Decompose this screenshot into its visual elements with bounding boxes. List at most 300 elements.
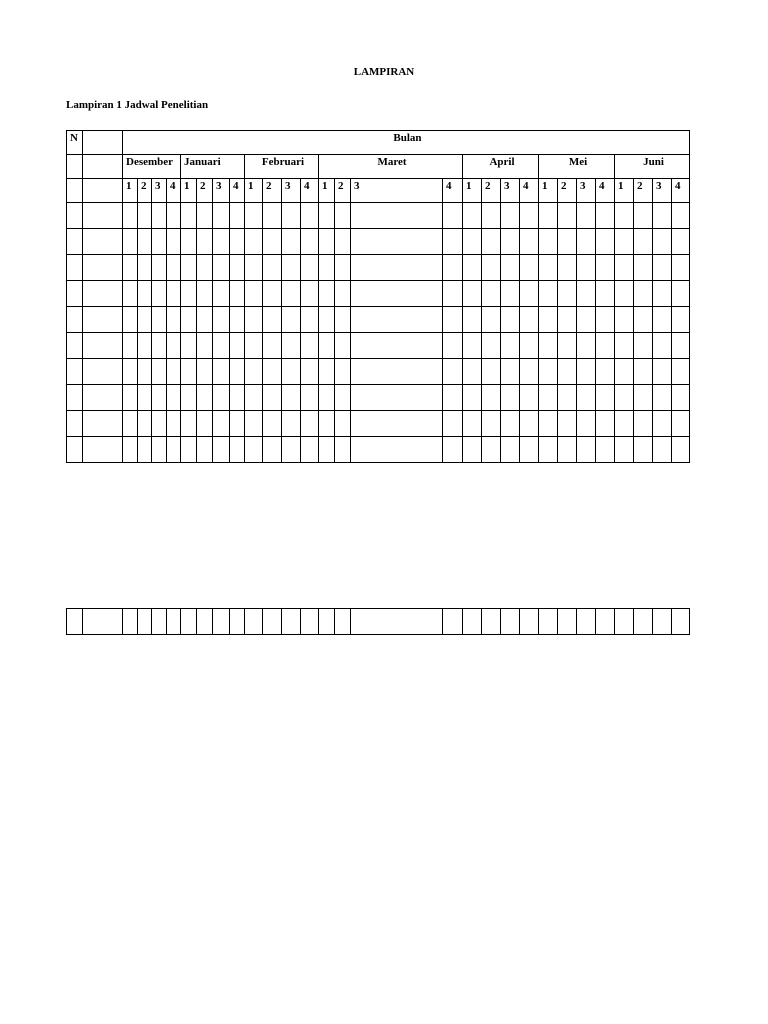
week-cell	[634, 437, 653, 463]
week-cell	[301, 255, 319, 281]
week-cell	[577, 609, 596, 635]
week-cell	[653, 385, 672, 411]
week-cell	[319, 307, 335, 333]
week-cell	[167, 333, 181, 359]
month-header-april: April	[463, 155, 539, 179]
header-row-bulan	[67, 131, 690, 155]
week-cell	[123, 203, 138, 229]
week-cell	[319, 359, 335, 385]
week-cell	[539, 281, 558, 307]
week-cell	[181, 203, 197, 229]
week-cell	[596, 203, 615, 229]
week-cell	[335, 229, 351, 255]
week-cell	[653, 203, 672, 229]
no-cell	[67, 385, 83, 411]
schedule-table	[66, 130, 690, 463]
week-cell	[138, 281, 152, 307]
week-cell	[615, 437, 634, 463]
week-cell	[615, 385, 634, 411]
week-cell	[558, 437, 577, 463]
week-cell	[230, 281, 245, 307]
week-cell	[520, 437, 539, 463]
no-cell	[67, 203, 83, 229]
week-cell	[443, 307, 463, 333]
week-cell: 3	[501, 179, 520, 203]
week-cell	[181, 437, 197, 463]
week-cell	[301, 359, 319, 385]
week-cell	[138, 411, 152, 437]
no-cell	[67, 359, 83, 385]
week-cell	[634, 609, 653, 635]
schedule-table-continuation	[66, 608, 690, 635]
week-cell	[482, 333, 501, 359]
week-cell	[558, 359, 577, 385]
week-cell	[335, 385, 351, 411]
table-row	[67, 437, 690, 463]
week-cell	[351, 437, 443, 463]
table-row	[67, 333, 690, 359]
week-cell	[301, 203, 319, 229]
week-cell	[167, 203, 181, 229]
week-cell	[463, 281, 482, 307]
week-cell	[282, 359, 301, 385]
table-caption: Lampiran 1 Jadwal Penelitian	[66, 99, 209, 111]
week-cell	[230, 307, 245, 333]
table-row	[67, 281, 690, 307]
week-cell	[282, 333, 301, 359]
week-cell	[482, 307, 501, 333]
week-cell	[520, 359, 539, 385]
week-cell	[152, 255, 167, 281]
week-cell	[653, 359, 672, 385]
week-cell	[213, 333, 230, 359]
activity-cell	[83, 609, 123, 635]
week-cell	[501, 333, 520, 359]
week-cell	[138, 307, 152, 333]
week-cell	[152, 229, 167, 255]
no-header-cell: N	[67, 131, 83, 155]
week-cell	[301, 385, 319, 411]
week-cell	[167, 411, 181, 437]
week-cell	[282, 281, 301, 307]
activity-cell	[83, 359, 123, 385]
week-cell	[615, 203, 634, 229]
week-cell: 1	[319, 179, 335, 203]
week-cell	[672, 255, 690, 281]
week-cell	[335, 255, 351, 281]
week-cell: 3	[282, 179, 301, 203]
no-cell	[67, 411, 83, 437]
month-header-mei: Mei	[539, 155, 615, 179]
week-cell	[653, 307, 672, 333]
week-cell	[558, 609, 577, 635]
activity-cell	[83, 385, 123, 411]
week-cell: 4	[301, 179, 319, 203]
week-cell	[263, 609, 282, 635]
activity-cell	[83, 229, 123, 255]
week-cell	[596, 609, 615, 635]
week-cell	[213, 255, 230, 281]
week-cell	[482, 385, 501, 411]
week-cell	[672, 437, 690, 463]
week-cell	[167, 307, 181, 333]
week-cell	[577, 255, 596, 281]
week-cell	[558, 281, 577, 307]
week-cell	[213, 609, 230, 635]
week-cell	[335, 203, 351, 229]
week-cell	[653, 255, 672, 281]
week-cell	[181, 359, 197, 385]
week-cell	[520, 385, 539, 411]
week-cell	[501, 281, 520, 307]
week-cell	[138, 255, 152, 281]
week-cell	[558, 229, 577, 255]
week-cell	[152, 307, 167, 333]
week-cell: 2	[634, 179, 653, 203]
week-cell	[672, 307, 690, 333]
week-cell	[138, 333, 152, 359]
week-cell	[672, 411, 690, 437]
week-cell	[520, 609, 539, 635]
week-cell	[181, 333, 197, 359]
week-cell	[482, 609, 501, 635]
activity-cell	[83, 411, 123, 437]
week-cell	[301, 307, 319, 333]
week-cell	[482, 255, 501, 281]
week-cell	[634, 255, 653, 281]
table-row	[67, 229, 690, 255]
week-cell	[634, 333, 653, 359]
week-cell	[335, 307, 351, 333]
month-header-januari: Januari	[181, 155, 245, 179]
week-cell	[245, 229, 263, 255]
week-cell	[482, 203, 501, 229]
week-cell	[520, 229, 539, 255]
week-cell	[263, 333, 282, 359]
week-cell	[152, 203, 167, 229]
week-cell	[197, 281, 213, 307]
week-cell	[197, 411, 213, 437]
week-cell	[213, 411, 230, 437]
week-cell: 2	[335, 179, 351, 203]
week-cell: 4	[167, 179, 181, 203]
week-cell	[213, 229, 230, 255]
week-cell	[213, 359, 230, 385]
week-cell	[577, 307, 596, 333]
week-cell	[577, 385, 596, 411]
no-cell	[67, 229, 83, 255]
week-cell	[263, 307, 282, 333]
week-cell	[152, 359, 167, 385]
week-cell	[335, 359, 351, 385]
week-cell	[351, 359, 443, 385]
week-cell	[634, 359, 653, 385]
week-cell	[230, 385, 245, 411]
week-cell: 2	[558, 179, 577, 203]
week-cell	[539, 411, 558, 437]
week-cell	[282, 203, 301, 229]
week-cell	[181, 229, 197, 255]
week-cell	[539, 437, 558, 463]
week-cell	[577, 359, 596, 385]
week-cell	[634, 229, 653, 255]
week-cell: 2	[482, 179, 501, 203]
week-cell	[501, 411, 520, 437]
week-cell	[577, 437, 596, 463]
week-cell	[263, 281, 282, 307]
week-cell: 4	[520, 179, 539, 203]
week-cell	[482, 359, 501, 385]
week-cell	[301, 609, 319, 635]
week-cell	[319, 229, 335, 255]
week-cell	[263, 229, 282, 255]
week-cell	[443, 229, 463, 255]
week-cell	[123, 307, 138, 333]
week-cell: 3	[213, 179, 230, 203]
week-cell	[245, 203, 263, 229]
week-cell	[319, 203, 335, 229]
week-cell	[123, 411, 138, 437]
week-cell	[152, 385, 167, 411]
week-cell	[351, 385, 443, 411]
week-cell	[230, 609, 245, 635]
week-cell	[596, 333, 615, 359]
week-cell	[482, 281, 501, 307]
week-cell	[351, 203, 443, 229]
table-row	[67, 609, 690, 635]
no-cell	[67, 609, 83, 635]
no-cell	[67, 437, 83, 463]
activity-cell	[83, 437, 123, 463]
week-cell	[138, 203, 152, 229]
week-cell: 4	[596, 179, 615, 203]
header-row-months	[67, 155, 690, 179]
week-cell	[167, 609, 181, 635]
week-cell: 2	[263, 179, 282, 203]
week-cell: 1	[181, 179, 197, 203]
week-cell	[181, 281, 197, 307]
week-cell	[672, 229, 690, 255]
week-cell	[282, 255, 301, 281]
week-cell	[672, 609, 690, 635]
week-cell	[463, 609, 482, 635]
week-cell	[539, 255, 558, 281]
week-cell	[672, 203, 690, 229]
week-cell	[653, 333, 672, 359]
week-cell	[443, 203, 463, 229]
week-cell	[443, 437, 463, 463]
week-cell	[197, 307, 213, 333]
week-cell	[230, 411, 245, 437]
week-cell: 1	[615, 179, 634, 203]
no-cell	[67, 179, 83, 203]
week-cell	[501, 203, 520, 229]
week-cell	[672, 385, 690, 411]
week-cell	[520, 203, 539, 229]
week-cell	[167, 437, 181, 463]
week-cell	[482, 437, 501, 463]
week-cell	[539, 333, 558, 359]
week-cell: 1	[539, 179, 558, 203]
week-cell	[245, 307, 263, 333]
week-cell	[596, 255, 615, 281]
week-cell	[263, 255, 282, 281]
week-cell	[501, 229, 520, 255]
activity-cell	[83, 333, 123, 359]
week-cell	[152, 411, 167, 437]
week-cell	[634, 307, 653, 333]
week-cell	[443, 359, 463, 385]
week-cell	[138, 437, 152, 463]
week-cell	[615, 307, 634, 333]
week-cell	[152, 281, 167, 307]
week-cell	[463, 307, 482, 333]
week-cell	[351, 307, 443, 333]
week-cell	[319, 281, 335, 307]
week-cell	[520, 411, 539, 437]
week-cell	[558, 385, 577, 411]
week-cell	[539, 385, 558, 411]
week-cell	[167, 281, 181, 307]
table-row	[67, 255, 690, 281]
week-cell: 4	[672, 179, 690, 203]
week-cell: 1	[463, 179, 482, 203]
week-cell	[167, 359, 181, 385]
week-cell	[230, 255, 245, 281]
table-row	[67, 385, 690, 411]
month-header-maret: Maret	[319, 155, 463, 179]
week-cell	[653, 609, 672, 635]
week-cell	[335, 411, 351, 437]
week-cell	[245, 281, 263, 307]
week-cell	[123, 229, 138, 255]
week-cell: 3	[653, 179, 672, 203]
activity-cell	[83, 255, 123, 281]
week-cell	[197, 333, 213, 359]
week-cell: 3	[577, 179, 596, 203]
week-cell: 1	[123, 179, 138, 203]
week-cell	[520, 333, 539, 359]
week-cell	[443, 333, 463, 359]
week-cell	[577, 333, 596, 359]
activity-cell	[83, 179, 123, 203]
week-cell	[558, 333, 577, 359]
week-cell	[167, 229, 181, 255]
week-cell	[351, 411, 443, 437]
week-cell	[152, 333, 167, 359]
week-cell	[230, 203, 245, 229]
week-cell	[634, 411, 653, 437]
week-cell	[520, 281, 539, 307]
week-cell: 2	[197, 179, 213, 203]
week-cell	[245, 333, 263, 359]
week-cell	[520, 255, 539, 281]
week-cell	[351, 281, 443, 307]
week-cell	[123, 385, 138, 411]
bulan-header-cell: Bulan	[123, 131, 690, 155]
week-cell: 3	[152, 179, 167, 203]
week-cell	[539, 203, 558, 229]
month-header-desember: Desember	[123, 155, 181, 179]
week-cell	[123, 281, 138, 307]
week-cell	[152, 609, 167, 635]
week-cell	[213, 307, 230, 333]
month-header-juni: Juni	[615, 155, 690, 179]
week-cell	[301, 229, 319, 255]
week-cell	[181, 255, 197, 281]
week-cell	[152, 437, 167, 463]
week-cell	[577, 281, 596, 307]
week-cell	[615, 281, 634, 307]
week-cell	[245, 385, 263, 411]
week-cell	[558, 203, 577, 229]
week-cell	[351, 333, 443, 359]
week-cell	[463, 229, 482, 255]
week-cell	[245, 609, 263, 635]
week-cell	[197, 385, 213, 411]
activity-cell	[83, 281, 123, 307]
week-cell	[181, 385, 197, 411]
week-cell	[596, 307, 615, 333]
week-cell	[123, 359, 138, 385]
activity-cell	[83, 307, 123, 333]
week-cell	[230, 333, 245, 359]
week-cell	[301, 437, 319, 463]
week-cell	[213, 437, 230, 463]
week-cell	[577, 203, 596, 229]
week-cell	[138, 229, 152, 255]
week-cell	[443, 385, 463, 411]
week-cell	[245, 359, 263, 385]
week-cell	[282, 229, 301, 255]
week-cell	[181, 411, 197, 437]
week-cell	[197, 203, 213, 229]
week-cell	[443, 609, 463, 635]
week-cell	[539, 307, 558, 333]
week-cell	[335, 609, 351, 635]
week-cell: 4	[230, 179, 245, 203]
week-cell	[463, 411, 482, 437]
week-cell	[463, 385, 482, 411]
no-cell	[67, 255, 83, 281]
week-cell	[672, 333, 690, 359]
week-cell	[577, 411, 596, 437]
week-cell	[167, 255, 181, 281]
week-cell	[245, 437, 263, 463]
week-cell	[482, 229, 501, 255]
week-cell: 2	[138, 179, 152, 203]
table-row	[67, 411, 690, 437]
week-cell	[463, 359, 482, 385]
week-cell	[181, 307, 197, 333]
week-cell	[138, 359, 152, 385]
header-row-weeks	[67, 179, 690, 203]
week-cell	[615, 229, 634, 255]
week-cell	[282, 385, 301, 411]
week-cell	[138, 609, 152, 635]
week-cell	[319, 255, 335, 281]
week-cell: 3	[351, 179, 443, 203]
week-cell	[197, 359, 213, 385]
week-cell	[653, 281, 672, 307]
page-title: LAMPIRAN	[353, 66, 415, 78]
week-cell	[501, 307, 520, 333]
activity-cell	[83, 203, 123, 229]
week-cell	[634, 203, 653, 229]
week-cell	[197, 437, 213, 463]
week-cell	[653, 411, 672, 437]
week-cell	[245, 411, 263, 437]
